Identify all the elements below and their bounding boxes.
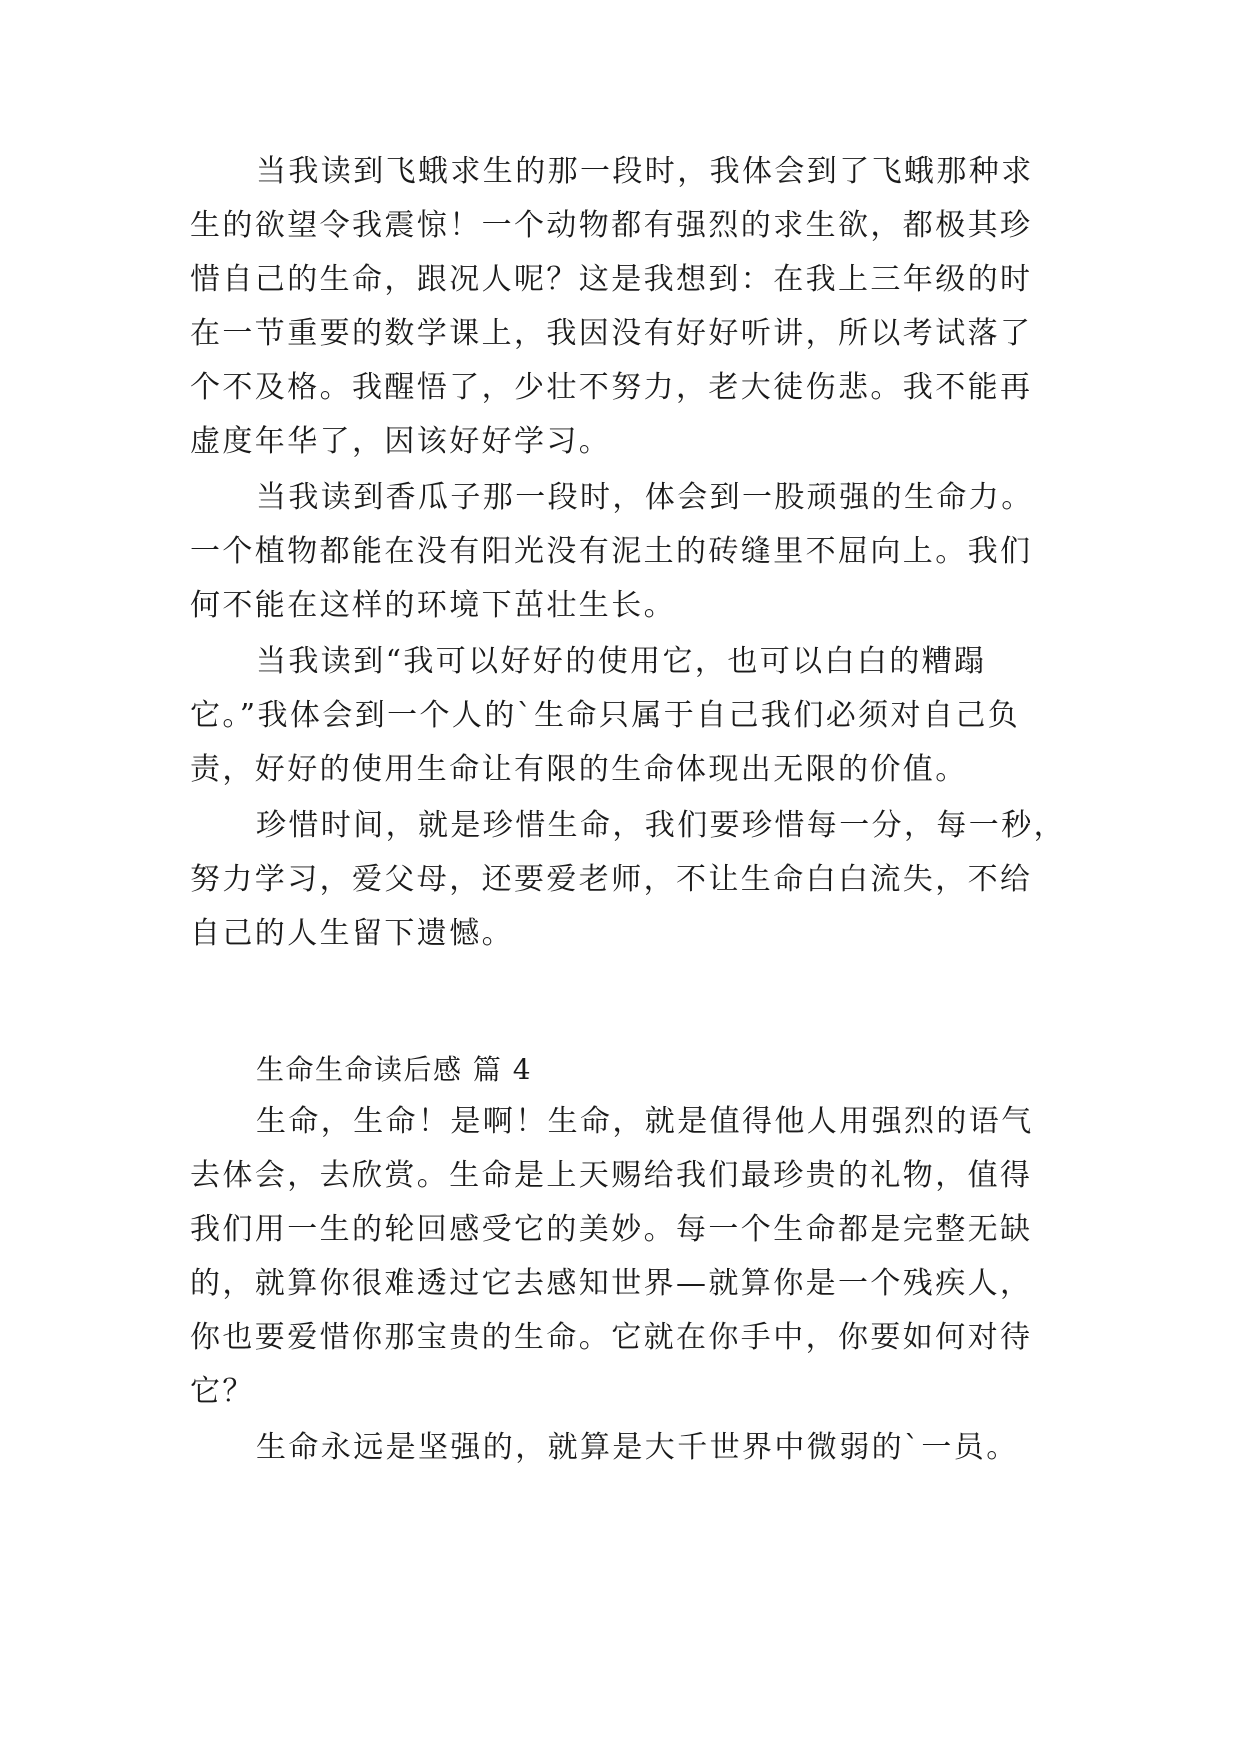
paragraph-6-line-1: 生命永远是坚强的，就算是大千世界中微弱的`一员。 [256, 1430, 1019, 1465]
paragraph-2-line-1: 当我读到香瓜子那一段时，体会到一股顽强的生命力。 [256, 480, 1034, 515]
paragraph-3-line-2: 它。”我体会到一个人的`生命只属于自己我们必须对自己负 [190, 698, 1021, 733]
paragraph-5-line-4: 的，就算你很难透过它去感知世界—就算你是一个残疾人， [190, 1266, 1033, 1301]
section-heading: 生命生命读后感 篇 4 [256, 1053, 533, 1086]
paragraph-1-line-2: 生的欲望令我震惊！一个动物都有强烈的求生欲，都极其珍 [190, 208, 1033, 243]
paragraph-5-line-3: 我们用一生的轮回感受它的美妙。每一个生命都是完整无缺 [190, 1212, 1033, 1247]
paragraph-5-line-1: 生命，生命！是啊！生命，就是值得他人用强烈的语气 [256, 1104, 1034, 1139]
paragraph-4-line-2: 努力学习，爱父母，还要爱老师，不让生命白白流失，不给 [190, 862, 1033, 897]
paragraph-2-line-3: 何不能在这样的环境下茁壮生长。 [190, 588, 676, 623]
paragraph-4-line-1: 珍惜时间，就是珍惜生命，我们要珍惜每一分，每一秒， [256, 808, 1066, 843]
paragraph-1-line-3: 惜自己的生命，跟况人呢？这是我想到：在我上三年级的时 [190, 262, 1033, 297]
paragraph-5-line-6: 它？ [190, 1374, 255, 1409]
paragraph-2-line-2: 一个植物都能在没有阳光没有泥土的砖缝里不屈向上。我们 [190, 534, 1033, 569]
paragraph-3-line-1: 当我读到“我可以好好的使用它，也可以白白的糟蹋 [256, 644, 987, 679]
paragraph-5-line-2: 去体会，去欣赏。生命是上天赐给我们最珍贵的礼物，值得 [190, 1158, 1033, 1193]
paragraph-3-line-3: 责，好好的使用生命让有限的生命体现出无限的价值。 [190, 752, 968, 787]
paragraph-4-line-3: 自己的人生留下遗憾。 [190, 916, 514, 951]
paragraph-1-line-4: 在一节重要的数学课上，我因没有好好听讲，所以考试落了 [190, 316, 1033, 351]
paragraph-5-line-5: 你也要爱惜你那宝贵的生命。它就在你手中，你要如何对待 [190, 1320, 1033, 1355]
paragraph-1-line-5: 个不及格。我醒悟了，少壮不努力，老大徒伤悲。我不能再 [190, 370, 1033, 405]
paragraph-1-line-6: 虚度年华了，因该好好学习。 [190, 424, 612, 459]
paragraph-1-line-1: 当我读到飞蛾求生的那一段时，我体会到了飞蛾那种求 [256, 154, 1034, 189]
